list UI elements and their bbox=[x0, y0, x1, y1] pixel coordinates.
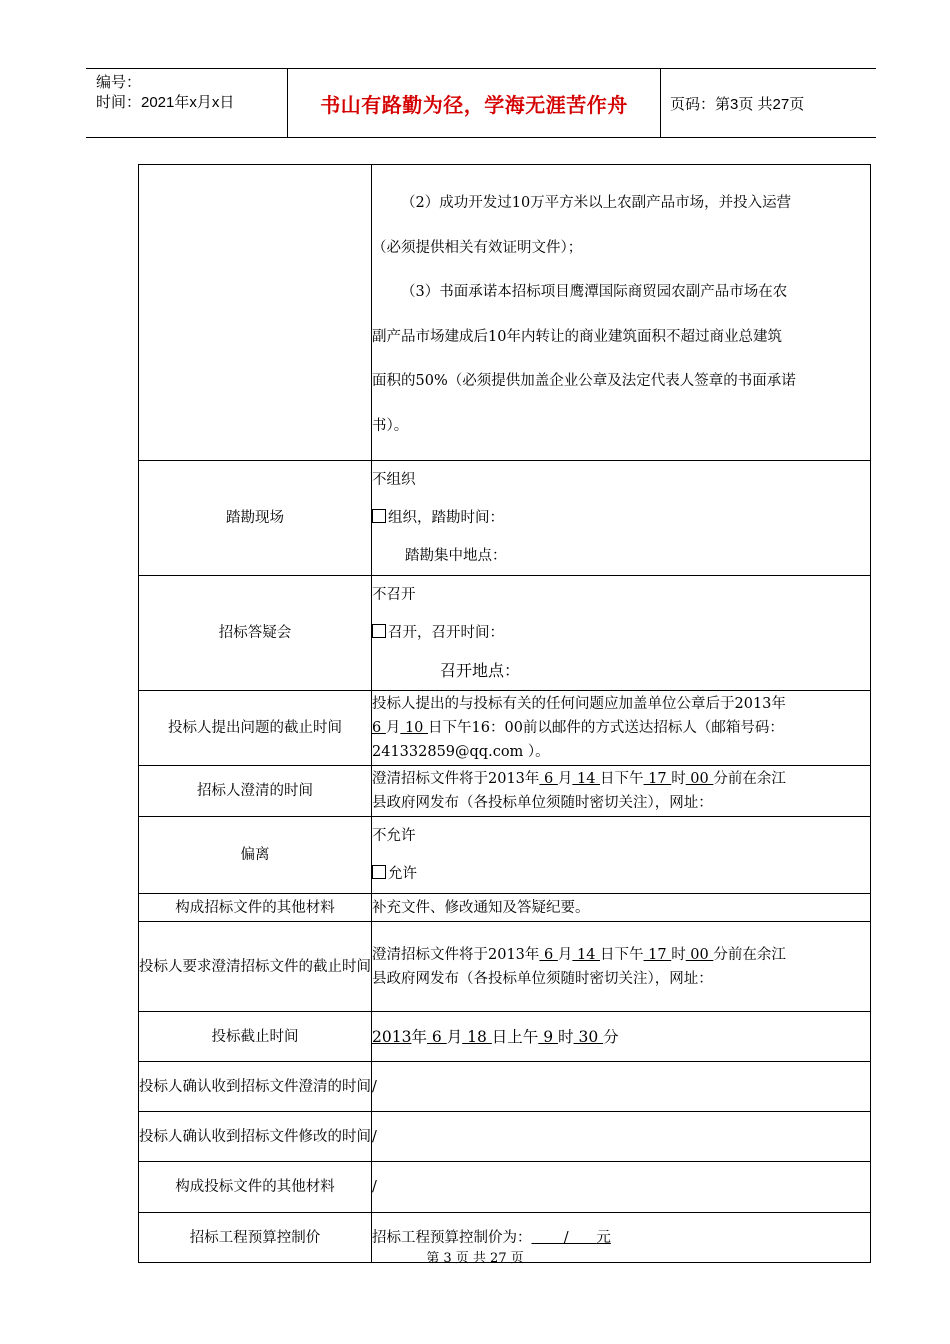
table-row bbox=[139, 1112, 871, 1162]
month-unit: 月 bbox=[557, 771, 573, 787]
qualification-item-3-cont: 副产品市场建成后10年内转让的商业建筑面积不超过商业总建筑 bbox=[372, 328, 782, 345]
qualification-cell bbox=[372, 165, 871, 461]
table-row bbox=[139, 766, 871, 817]
site-visit-option-yes-label: 组织，踏勘时间： bbox=[388, 510, 504, 526]
request-clarify-cell bbox=[372, 922, 871, 1012]
year-unit: 年 bbox=[411, 1027, 427, 1046]
table-row bbox=[139, 576, 871, 691]
request-clarify-line1 bbox=[372, 943, 870, 967]
request-clarify-minute: 00 bbox=[685, 946, 714, 963]
row-label-budget: 招标工程预算控制价 bbox=[139, 1213, 372, 1263]
month-unit: 月 bbox=[557, 946, 573, 963]
clarify-month: 6 bbox=[539, 771, 558, 787]
bid-deadline-year: 2013 bbox=[372, 1027, 412, 1046]
qa-meeting-option-yes bbox=[372, 614, 870, 652]
qualification-item-2: （2）成功开发过10万平方米以上农副产品市场，并投入运营 bbox=[401, 195, 792, 211]
site-visit-place: 踏勘集中地点： bbox=[405, 548, 507, 564]
deadline-month: 6 bbox=[372, 720, 386, 736]
table-row bbox=[139, 1012, 871, 1062]
qa-meeting-option-no: 不召开 bbox=[372, 587, 416, 603]
table-row bbox=[139, 461, 871, 576]
tender-info-table bbox=[138, 164, 871, 1263]
header-page-info: 页码：第3页 共27页 bbox=[670, 95, 805, 113]
header-time-label: 时间：2021年x月x日 bbox=[96, 94, 235, 111]
row-label-deviation: 偏离 bbox=[139, 817, 372, 894]
question-deadline-email: 241332859@qq.com ）。 bbox=[372, 744, 550, 760]
month-unit: 月 bbox=[385, 720, 401, 736]
table-row bbox=[139, 691, 871, 766]
table-row bbox=[139, 817, 871, 894]
clarify-time-post: 分前在余江 bbox=[713, 771, 786, 787]
confirm-modify-value: / bbox=[372, 1112, 871, 1162]
budget-pre: 招标工程预算控制价为： bbox=[372, 1229, 532, 1246]
header-meta bbox=[96, 73, 286, 113]
day-unit: 日下午 bbox=[600, 946, 644, 963]
row-label-confirm-modify: 投标人确认收到招标文件修改的时间 bbox=[139, 1112, 372, 1162]
row-label-bid-deadline: 投标截止时间 bbox=[139, 1012, 372, 1062]
row-label-other-tender-docs: 构成投标文件的其他材料 bbox=[139, 1162, 372, 1213]
minute-unit: 分 bbox=[603, 1027, 619, 1046]
table-row bbox=[139, 894, 871, 922]
qa-meeting-cell bbox=[372, 576, 871, 691]
question-deadline-rest: 日下午16：00前以邮件的方式送达招标人（邮箱号码： bbox=[428, 720, 784, 736]
deviation-cell bbox=[372, 817, 871, 894]
clarify-time-cell bbox=[372, 766, 871, 817]
clarify-time-line1 bbox=[372, 767, 870, 791]
deviation-option-yes bbox=[372, 855, 870, 893]
site-visit-option-yes bbox=[372, 499, 870, 537]
table-row bbox=[139, 1062, 871, 1112]
question-deadline-cell bbox=[372, 691, 871, 766]
table-row bbox=[139, 922, 871, 1012]
checkbox-icon[interactable] bbox=[372, 865, 386, 879]
deviation-option-no: 不允许 bbox=[372, 828, 416, 844]
request-clarify-day: 14 bbox=[572, 946, 601, 963]
row-label-clarify-time: 招标人澄清的时间 bbox=[139, 766, 372, 817]
qualification-item-3: （3）书面承诺本招标项目鹰潭国际商贸园农副产品市场在农 bbox=[401, 284, 788, 300]
clarify-minute: 00 bbox=[685, 771, 714, 787]
bid-deadline-month: 6 bbox=[426, 1027, 447, 1046]
deadline-day: 10 bbox=[400, 720, 429, 736]
day-unit: 日上午 bbox=[491, 1027, 539, 1046]
clarify-time-pre: 澄清招标文件将于2013年 bbox=[372, 771, 540, 787]
row-label-confirm-clarify: 投标人确认收到招标文件澄清的时间 bbox=[139, 1062, 372, 1112]
bid-deadline-hour: 9 bbox=[538, 1027, 559, 1046]
question-deadline-line1: 投标人提出的与投标有关的任何问题应加盖单位公章后于2013年 bbox=[372, 696, 786, 712]
row-label-qa-meeting: 招标答疑会 bbox=[139, 576, 372, 691]
bid-deadline-day: 18 bbox=[462, 1027, 492, 1046]
qa-meeting-option-yes-label: 召开，召开时间： bbox=[388, 625, 504, 641]
clarify-day: 14 bbox=[572, 771, 601, 787]
page-header bbox=[86, 68, 876, 138]
request-clarify-pre: 澄清招标文件将于2013年 bbox=[372, 946, 540, 963]
site-visit-cell bbox=[372, 461, 871, 576]
request-clarify-post: 分前在余江 bbox=[713, 946, 786, 963]
clarify-time-line2: 县政府网发布（各投标单位须随时密切关注），网址： bbox=[372, 795, 713, 811]
row-label-question-deadline: 投标人提出问题的截止时间 bbox=[139, 691, 372, 766]
table-row bbox=[139, 1162, 871, 1213]
budget-amount: / bbox=[531, 1229, 597, 1246]
request-clarify-hour: 17 bbox=[643, 946, 672, 963]
header-motto: 书山有路勤为径，学海无涯苦作舟 bbox=[320, 92, 628, 117]
day-unit: 日下午 bbox=[600, 771, 644, 787]
deviation-option-yes-label: 允许 bbox=[388, 866, 417, 882]
month-unit: 月 bbox=[446, 1027, 463, 1046]
clarify-hour: 17 bbox=[643, 771, 672, 787]
hour-unit: 时 bbox=[558, 1027, 574, 1046]
row-label-empty bbox=[139, 165, 372, 461]
other-bid-docs-value: 补充文件、修改通知及答疑纪要。 bbox=[372, 894, 871, 922]
row-label-request-clarify: 投标人要求澄清招标文件的截止时间 bbox=[139, 922, 372, 1012]
question-deadline-line2 bbox=[372, 716, 870, 740]
other-tender-docs-value: / bbox=[372, 1162, 871, 1213]
header-divider bbox=[660, 69, 661, 137]
row-label-other-bid-docs: 构成招标文件的其他材料 bbox=[139, 894, 372, 922]
page-footer: 第 3 页 共 27 页 bbox=[426, 1251, 524, 1266]
hour-unit: 时 bbox=[671, 946, 686, 963]
qualification-item-2-cont: （必须提供相关有效证明文件）； bbox=[372, 239, 583, 256]
request-clarify-line2: 县政府网发布（各投标单位须随时密切关注），网址： bbox=[372, 970, 713, 987]
checkbox-icon[interactable] bbox=[372, 624, 386, 638]
row-label-site-visit: 踏勘现场 bbox=[139, 461, 372, 576]
header-number-label: 编号： bbox=[96, 74, 142, 91]
hour-unit: 时 bbox=[671, 771, 686, 787]
request-clarify-month: 6 bbox=[539, 946, 558, 963]
site-visit-option-no: 不组织 bbox=[372, 472, 416, 488]
confirm-clarify-value: / bbox=[372, 1062, 871, 1112]
qa-meeting-place: 召开地点： bbox=[440, 661, 521, 680]
bid-deadline-minute: 30 bbox=[573, 1027, 604, 1046]
qualification-item-3-cont: 书）。 bbox=[372, 417, 409, 434]
table-row bbox=[139, 165, 871, 461]
bid-deadline-cell bbox=[372, 1012, 871, 1062]
budget-unit: 元 bbox=[596, 1229, 611, 1246]
qualification-item-3-cont: 面积的50%（必须提供加盖企业公章及法定代表人签章的书面承诺 bbox=[372, 373, 796, 389]
checkbox-icon[interactable] bbox=[372, 509, 386, 523]
